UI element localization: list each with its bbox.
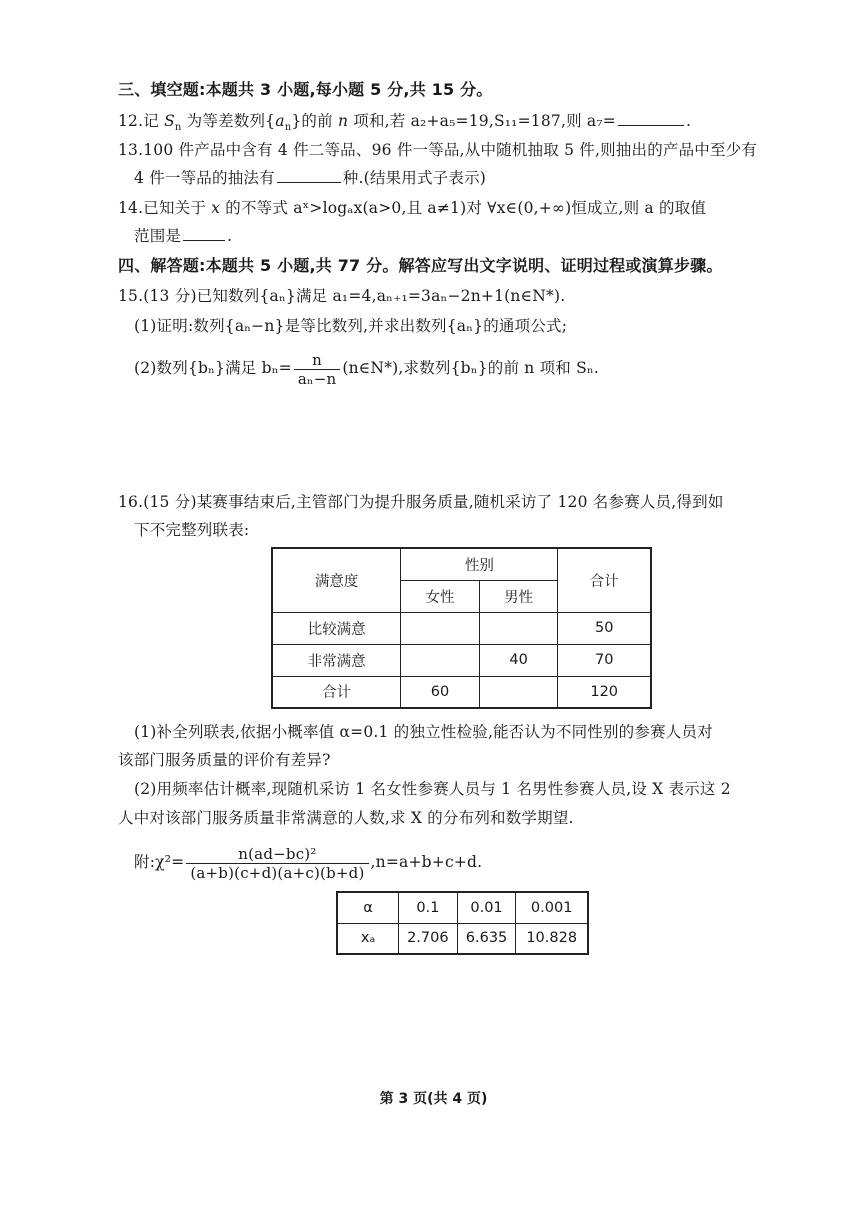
formula-denominator: (a+b)(c+d)(a+c)(b+d) — [190, 863, 365, 882]
question-13-line-1: 13.100 件产品中含有 4 件二等品、96 件一等品,从中随机抽取 5 件,则抽出的产品中至少有 — [118, 141, 758, 159]
q12-answer-blank[interactable] — [618, 111, 684, 126]
question-16-part-2-line-2: 人中对该部门服务质量非常满意的人数,求 X 的分布列和数学期望. — [118, 809, 574, 827]
table-row — [337, 892, 588, 923]
q15-fraction-denominator: aₙ−n — [297, 369, 337, 388]
q15-fraction — [294, 351, 340, 388]
cell-female: 60 — [401, 676, 480, 708]
q12-sn-sub: n — [174, 122, 182, 134]
x-alpha-value: 6.635 — [457, 923, 516, 954]
q14-x: x — [211, 199, 221, 217]
question-12 — [118, 111, 692, 134]
q14-text-c: 范围是 — [134, 227, 182, 245]
q12-sn: S — [164, 112, 175, 130]
q15-part2-text-b: (n∈N*),求数列{bₙ}的前 n 项和 Sₙ. — [342, 359, 599, 377]
cell-total: 70 — [558, 644, 651, 676]
table-row — [272, 612, 651, 644]
x-alpha-value: 10.828 — [516, 923, 588, 954]
question-16-part-1-line-2: 该部门服务质量的评价有差异? — [118, 751, 331, 769]
cell-female[interactable] — [401, 644, 480, 676]
critical-value-table — [336, 891, 589, 955]
table-row — [272, 644, 651, 676]
formula-label: 附:χ²= — [134, 853, 185, 871]
q12-text-a: 12.记 — [118, 112, 165, 130]
header-female: 女性 — [401, 580, 480, 612]
q12-n: n — [337, 112, 349, 130]
header-gender: 性别 — [401, 548, 558, 580]
question-15-part-2 — [134, 348, 599, 388]
question-14-line-2 — [134, 226, 232, 246]
x-alpha-label: xₐ — [337, 923, 399, 954]
q14-end: . — [227, 227, 233, 245]
q12-text-b: 为等差数列{ — [181, 112, 276, 130]
cell-male[interactable] — [479, 676, 558, 708]
table-row — [272, 676, 651, 708]
header-satisfaction: 满意度 — [272, 548, 401, 612]
row-label: 比较满意 — [272, 612, 401, 644]
q12-expression: a₂+a₅=19,S₁₁=187,则 a₇= — [410, 112, 616, 130]
section-4-heading: 四、解答题:本题共 5 小题,共 77 分。解答应写出文字说明、证明过程或演算步骤。 — [118, 256, 723, 275]
q12-text-d: 项和,若 — [348, 112, 411, 130]
cell-female[interactable] — [401, 612, 480, 644]
page-footer: 第 3 页(共 4 页) — [379, 1091, 488, 1107]
formula-numerator: n(ad−bc)² — [186, 845, 368, 864]
contingency-table — [271, 547, 652, 709]
question-15-part-1: (1)证明:数列{aₙ−n}是等比数列,并求出数列{aₙ}的通项公式; — [134, 317, 568, 335]
q12-an: a — [275, 112, 285, 130]
section-3-heading: 三、填空题:本题共 3 小题,每小题 5 分,共 15 分。 — [118, 80, 493, 99]
q13-text-b: 种.(结果用式子表示) — [342, 169, 487, 187]
row-label: 非常满意 — [272, 644, 401, 676]
q14-text-b: 的不等式 — [220, 199, 294, 217]
question-13-line-2 — [134, 168, 486, 188]
row-label: 合计 — [272, 676, 401, 708]
cell-total: 50 — [558, 612, 651, 644]
question-14-line-1 — [118, 198, 706, 218]
question-16-stem-line-1: 16.(15 分)某赛事结束后,主管部门为提升服务质量,随机采访了 120 名参赛人员,得到如 — [118, 493, 724, 511]
alpha-label: α — [337, 892, 399, 923]
q14-text-a: 14.已知关于 — [118, 199, 212, 217]
question-16-part-1-line-1: (1)补全列联表,依据小概率值 α=0.1 的独立性检验,能否认为不同性别的参赛人员对 — [134, 723, 713, 741]
q15-part2-text-a: (2)数列{bₙ}满足 bₙ= — [134, 359, 292, 377]
question-15-stem: 15.(13 分)已知数列{aₙ}满足 a₁=4,aₙ₊₁=3aₙ−2n+1(n∈N*). — [118, 287, 566, 305]
formula-fraction — [186, 845, 368, 882]
question-16-part-2-line-1: (2)用频率估计概率,现随机采访 1 名女性参赛人员与 1 名男性参赛人员,设 X 表示这 2 — [134, 780, 731, 798]
q13-text-a: 4 件一等品的抽法有 — [134, 169, 275, 187]
question-16-stem-line-2: 下不完整列联表: — [134, 521, 250, 539]
cell-total: 120 — [558, 676, 651, 708]
q14-answer-blank[interactable] — [183, 226, 225, 241]
q14-inequality: aˣ>logₐx(a>0,且 a≠1)对 ∀x∈(0,+∞)恒成立,则 a 的取值 — [293, 199, 707, 217]
formula-tail: ,n=a+b+c+d. — [370, 853, 483, 871]
x-alpha-value: 2.706 — [399, 923, 458, 954]
cell-male: 40 — [479, 644, 558, 676]
chi-square-formula — [134, 842, 482, 882]
cell-male[interactable] — [479, 612, 558, 644]
q13-answer-blank[interactable] — [277, 168, 341, 183]
alpha-value: 0.01 — [457, 892, 516, 923]
alpha-value: 0.001 — [516, 892, 588, 923]
table-row — [337, 923, 588, 954]
alpha-value: 0.1 — [399, 892, 458, 923]
q12-text-c: }的前 — [291, 112, 338, 130]
q12-an-sub: n — [284, 122, 292, 134]
q12-end: . — [685, 112, 692, 130]
header-male: 男性 — [479, 580, 558, 612]
header-total: 合计 — [558, 548, 651, 612]
q15-fraction-numerator: n — [294, 351, 340, 370]
